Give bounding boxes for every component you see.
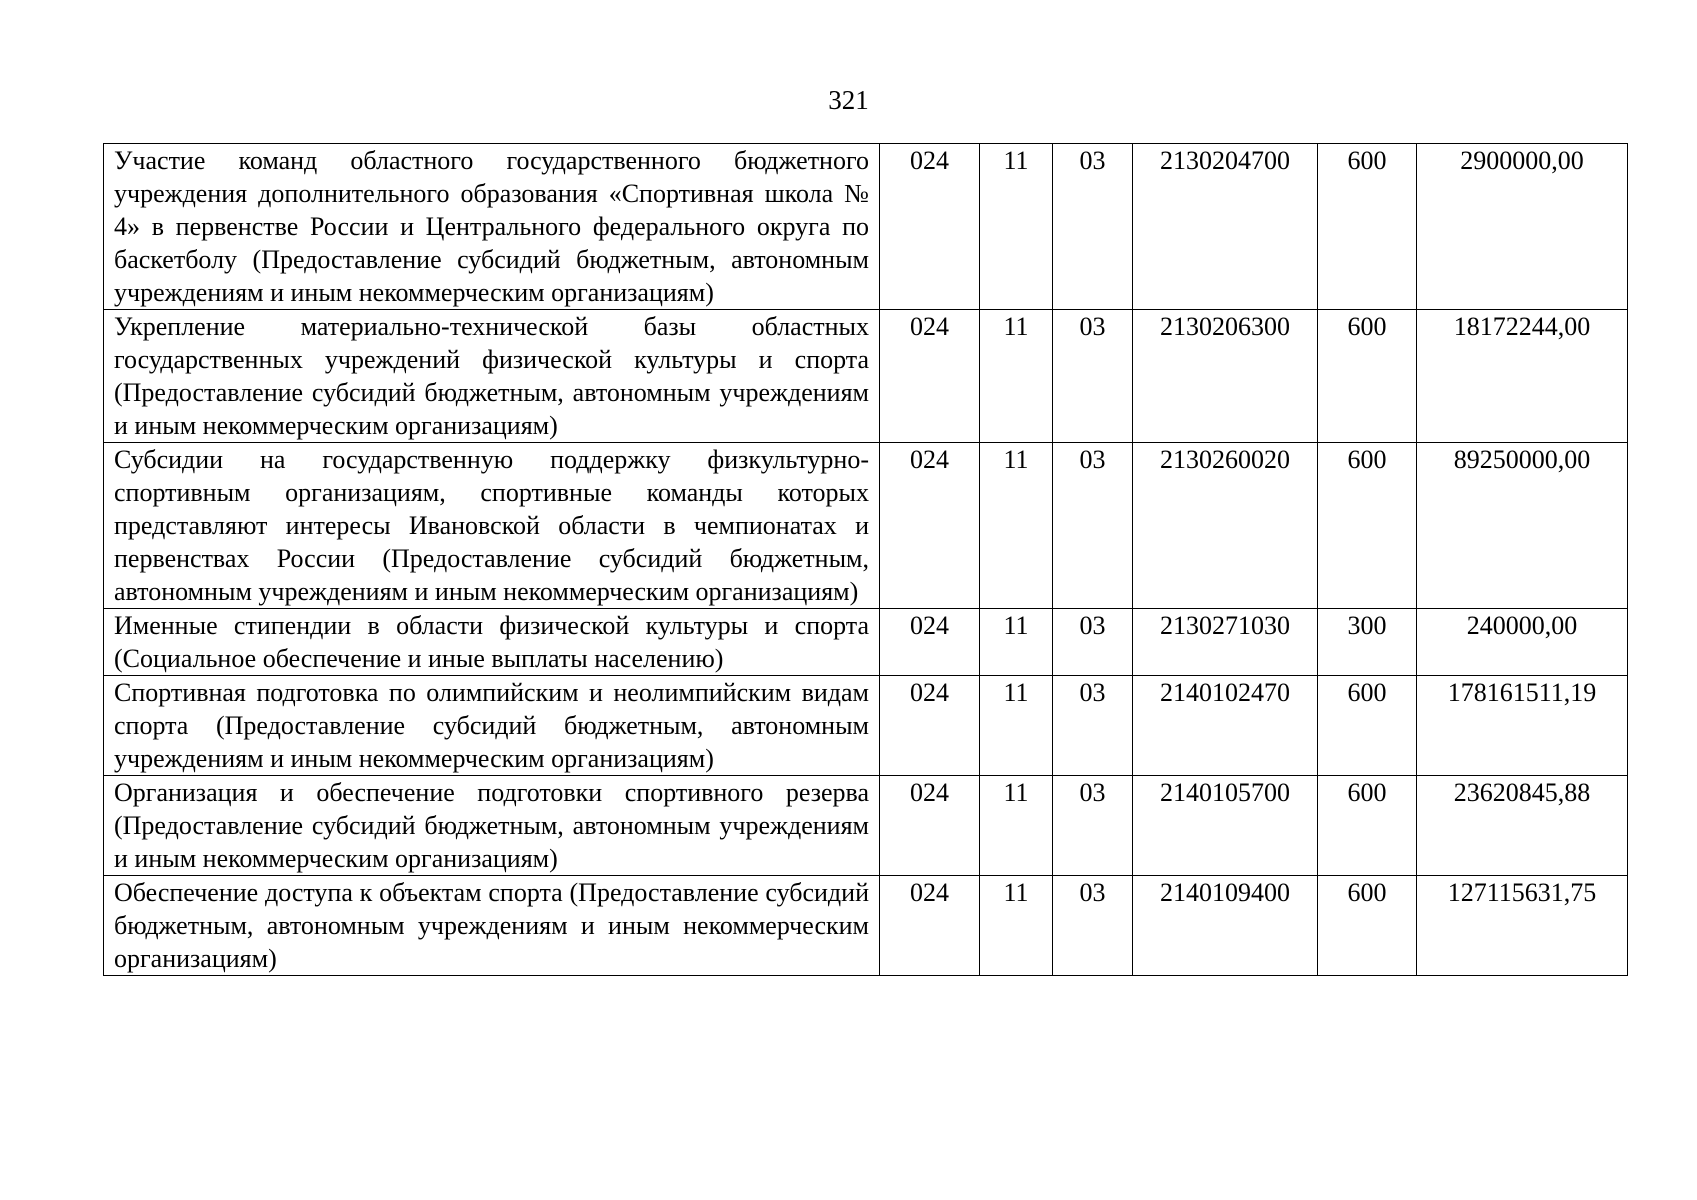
row-gr-code: 024: [880, 144, 980, 310]
row-sum: 89250000,00: [1417, 443, 1628, 609]
table-row: [104, 776, 1628, 876]
row-cs-code: 2140105700: [1133, 776, 1318, 876]
table-row: [104, 609, 1628, 676]
row-gr-code: 024: [880, 776, 980, 876]
row-vr-code: 600: [1318, 310, 1417, 443]
row-cs-code: 2140102470: [1133, 676, 1318, 776]
row-rz-code: 11: [980, 144, 1053, 310]
row-rz-code: 11: [980, 443, 1053, 609]
row-description: Организация и обеспечение подготовки спортивного резерва (Предоставление субсидий бюджетным, автономным учреждениям и иным некоммерческим организациям): [104, 776, 880, 876]
table-row: [104, 676, 1628, 776]
row-vr-code: 600: [1318, 144, 1417, 310]
row-cs-code: 2130260020: [1133, 443, 1318, 609]
row-rz-code: 11: [980, 776, 1053, 876]
row-description: Именные стипендии в области физической культуры и спорта (Социальное обеспечение и иные выплаты населению): [104, 609, 880, 676]
row-vr-code: 600: [1318, 676, 1417, 776]
row-description: Обеспечение доступа к объектам спорта (Предоставление субсидий бюджетным, автономным учреждениям и иным некоммерческим организациям): [104, 876, 880, 976]
table-row: [104, 876, 1628, 976]
table-row: [104, 443, 1628, 609]
page-number: 321: [828, 85, 869, 115]
row-cs-code: 2130271030: [1133, 609, 1318, 676]
row-rz-code: 11: [980, 876, 1053, 976]
row-pr-code: 03: [1053, 443, 1133, 609]
row-gr-code: 024: [880, 609, 980, 676]
row-cs-code: 2140109400: [1133, 876, 1318, 976]
row-sum: 23620845,88: [1417, 776, 1628, 876]
row-sum: 178161511,19: [1417, 676, 1628, 776]
row-sum: 2900000,00: [1417, 144, 1628, 310]
row-gr-code: 024: [880, 443, 980, 609]
budget-table-body: [104, 144, 1628, 976]
row-pr-code: 03: [1053, 310, 1133, 443]
row-description: Субсидии на государственную поддержку физкультурно-спортивным организациям, спортивные команды которых представляют интересы Ивановской области в чемпионатах и первенствах России (Предоставление субсидий бюджетным, автономным учреждениям и иным некоммерческим организациям): [104, 443, 880, 609]
row-pr-code: 03: [1053, 676, 1133, 776]
table-row: [104, 144, 1628, 310]
row-description: Спортивная подготовка по олимпийским и неолимпийским видам спорта (Предоставление субсидий бюджетным, автономным учреждениям и иным некоммерческим организациям): [104, 676, 880, 776]
row-cs-code: 2130206300: [1133, 310, 1318, 443]
row-rz-code: 11: [980, 676, 1053, 776]
row-pr-code: 03: [1053, 776, 1133, 876]
row-gr-code: 024: [880, 310, 980, 443]
row-cs-code: 2130204700: [1133, 144, 1318, 310]
row-gr-code: 024: [880, 676, 980, 776]
row-sum: 127115631,75: [1417, 876, 1628, 976]
row-vr-code: 600: [1318, 776, 1417, 876]
budget-table: [103, 143, 1628, 976]
row-sum: 18172244,00: [1417, 310, 1628, 443]
row-description: Укрепление материально-технической базы областных государственных учреждений физической культуры и спорта (Предоставление субсидий бюджетным, автономным учреждениям и иным некоммерческим организациям): [104, 310, 880, 443]
row-gr-code: 024: [880, 876, 980, 976]
row-vr-code: 300: [1318, 609, 1417, 676]
row-pr-code: 03: [1053, 609, 1133, 676]
row-pr-code: 03: [1053, 144, 1133, 310]
row-vr-code: 600: [1318, 443, 1417, 609]
row-vr-code: 600: [1318, 876, 1417, 976]
row-rz-code: 11: [980, 609, 1053, 676]
row-description: Участие команд областного государственного бюджетного учреждения дополнительного образования «Спортивная школа № 4» в первенстве России и Центрального федерального округа по баскетболу (Предоставление субсидий бюджетным, автономным учреждениям и иным некоммерческим организациям): [104, 144, 880, 310]
table-row: [104, 310, 1628, 443]
row-rz-code: 11: [980, 310, 1053, 443]
row-pr-code: 03: [1053, 876, 1133, 976]
row-sum: 240000,00: [1417, 609, 1628, 676]
